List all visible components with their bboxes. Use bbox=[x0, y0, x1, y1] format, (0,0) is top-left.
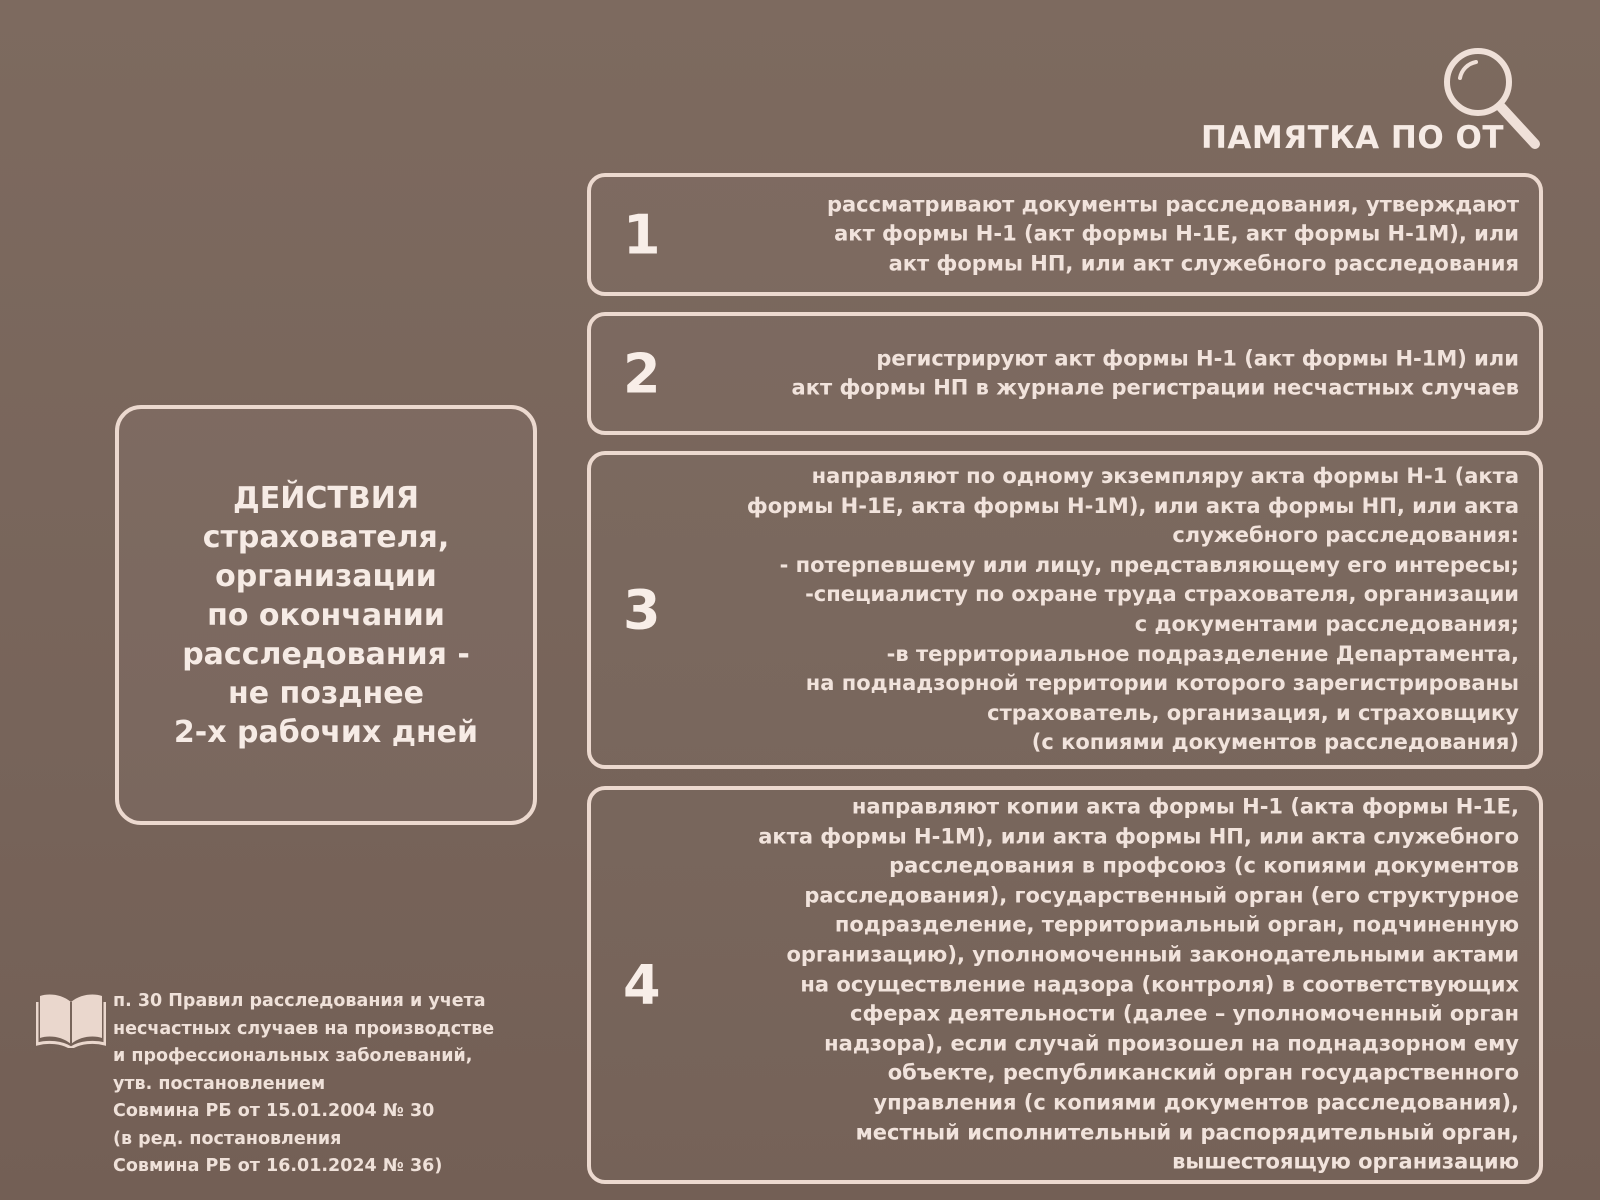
step-text: регистрируют акт формы Н-1 (акт формы Н-1М) или акт формы НП в журнале регистрации несчастных случаев bbox=[791, 345, 1519, 400]
actions-summary-title: ДЕЙСТВИЯ страхователя, организации по окончании расследования - не позднее 2-х рабочих дней bbox=[173, 480, 479, 750]
step-text: направляют копии акта формы Н-1 (акта формы Н-1Е, акта формы Н-1М), или акта формы НП, или акта служебного расследования в профсоюз (с копиями документов расследования), государственный орган (его структурное подразделение, территориальный орган, подчиненную организацию), уполномоченный законодательными актами на осуществление надзора (контроля) в соответствующих сферах деятельности (далее – уполномоченный орган надзора), если случай произошел на поднадзорном ему объекте, республиканский орган государственного управления (с копиями документов расследования), местный исполнительный и распорядительный орган, вышестоящую организацию bbox=[758, 794, 1519, 1174]
step-text: направляют по одному экземпляру акта формы Н-1 (акта формы Н-1Е, акта формы Н-1М), или акта формы НП, или акта служебного расследования: - потерпевшему или лицу, представляющему его интересы; -специалисту по охране труда страхователя, организации с документами расследования; -в территориальное подразделение Департамента, на поднадзорной территории которого зарегистрированы страхователь, организация, и страховщику (с копиями документов расследования) bbox=[746, 464, 1519, 755]
step-card-4 bbox=[587, 786, 1543, 1184]
step-number: 4 bbox=[623, 953, 661, 1017]
actions-summary-box bbox=[115, 405, 537, 825]
step-card-2 bbox=[587, 312, 1543, 435]
step-text: рассматривают документы расследования, утверждают акт формы Н-1 (акт формы Н-1Е, акт формы Н-1М), или акт формы НП, или акт служебного расследования bbox=[826, 192, 1519, 276]
step-card-1 bbox=[587, 173, 1543, 296]
open-book-icon bbox=[36, 990, 106, 1048]
legal-source-note: п. 30 Правил расследования и учета несчастных случаев на производстве и профессиональных заболеваний, утв. постановлением Совмина РБ от 15.01.2004 № 30 (в ред. постановления Совмина РБ от 16.01.2024 № 36) bbox=[113, 991, 495, 1176]
step-number: 2 bbox=[623, 342, 661, 405]
step-card-3 bbox=[587, 451, 1543, 769]
step-number: 1 bbox=[623, 203, 661, 266]
page-title: ПАМЯТКА ПО ОТ bbox=[1200, 120, 1504, 156]
step-number: 3 bbox=[623, 578, 661, 642]
